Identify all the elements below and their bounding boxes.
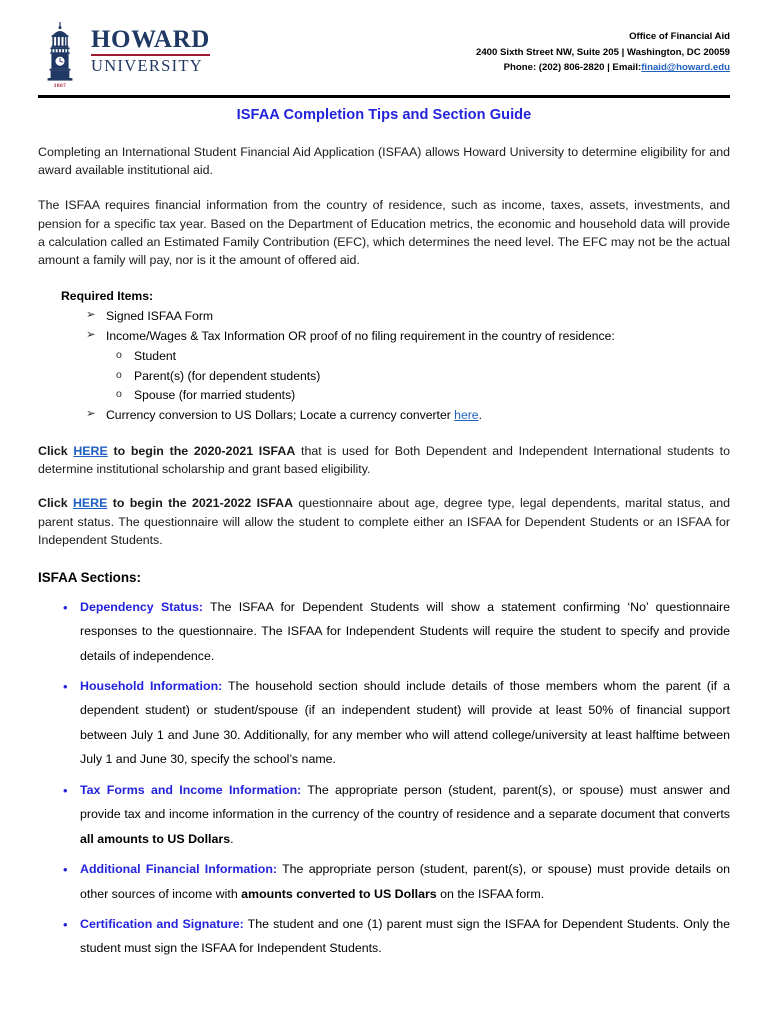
bullet-dot-icon: • [63,862,68,878]
bullet-dot-icon: • [63,679,68,695]
click-here-paragraph-2 [38,494,730,548]
university-wordmark [91,22,210,74]
intro-paragraph-1: Completing an International Student Financial Aid Application (ISFAA) allows Howard University to determine eligibility for and award available institutional aid. [38,145,730,178]
founded-year: 1867 [53,83,67,89]
click-rest: questionnaire about age, degree type, legal dependents, marital status, and parent status. The questionnaire will allow the student to complete either an ISFAA for Dependent Students or an ISFAA for Independent Students. [38,496,731,547]
arrow-bullet-icon: ➢ [86,408,96,421]
required-items-heading: Required Items: [61,288,154,303]
section-item-certification-and-signature [38,912,730,961]
required-item [38,406,730,426]
section-label: Additional Financial Information: [80,862,278,877]
page-title: ISFAA Completion Tips and Section Guide [236,107,532,124]
phone-label: Phone: (202) 806-2820 | Email: [503,62,642,74]
required-subitem-label: Parent(s) (for dependent students) [134,368,321,383]
isfaa-sections-list [38,595,730,961]
email-link[interactable]: finaid@howard.edu [641,62,730,74]
isfaa-sections-heading: ISFAA Sections: [38,569,141,585]
wordmark-howard: HOWARD [91,26,210,53]
section-label: Dependency Status: [80,599,203,614]
arrow-bullet-icon: ➢ [86,308,96,321]
required-subitem-label: Student [134,348,177,363]
click-here-paragraph-1 [38,442,730,478]
section-item-dependency-status [38,595,730,668]
section-body-emphasis: amounts converted to US Dollars [241,886,437,901]
click-bold-part: to begin the 2021-2022 ISFAA [107,496,294,511]
bullet-dot-icon: • [63,599,68,615]
section-label: Household Information: [80,679,223,694]
office-phone-email [476,60,730,76]
bullet-dot-icon: • [63,782,68,798]
click-prefix: Click [38,444,74,459]
section-body: The household section should include details of those members whom the parent (if a dependent student) or student/spouse (if an independent student) will provide at least 50% of financial support between July 1 and June 30. Additionally, for any member who will attend college/university at least halftime between July 1 and June 30, specify the school’s name. [80,679,730,767]
section-body-emphasis: all amounts to US Dollars [80,831,231,846]
wordmark-university: UNIVERSITY [91,55,203,75]
required-items-list [38,307,730,426]
intro-paragraph-2: The ISFAA requires financial information from the country of residence, such as income, taxes, assets, investments, and pension for a specific tax year. Based on the Department of Education metrics, the economic and household data will provide a calculation called an Estimated Family Contribution (EFC), which determines the need level. The EFC may not be the actual amount a family will pay, nor is it the amount of offered aid. [38,198,730,267]
circle-bullet-icon: o [116,348,122,361]
required-items-block [38,289,730,426]
required-subitem [38,386,730,406]
click-bold-part: to begin the 2020-2021 ISFAA [107,444,296,459]
header-divider [38,95,730,98]
section-body: The ISFAA for Dependent Students will show a statement confirming ‘No’ questionnaire responses to the questionnaire. The ISFAA for Independent Students will require the student to specify and provide details of independence. [80,599,730,663]
isfaa-2020-2021-link[interactable]: HERE [73,444,108,459]
isfaa-2021-2022-link[interactable]: HERE [72,496,108,511]
required-subitems-list [38,347,730,407]
required-item [38,327,730,347]
section-body-pre: The appropriate person (student, parent(s), or spouse) must provide details on other sources of income with [80,862,730,901]
currency-converter-link[interactable]: here [454,408,479,423]
office-address: 2400 Sixth Street NW, Suite 205 | Washington, DC 20059 [476,46,730,58]
circle-bullet-icon: o [116,388,122,401]
section-item-additional-financial-information [38,857,730,906]
letterhead [38,20,730,88]
bullet-dot-icon: • [63,916,68,932]
required-item-label: Currency conversion to US Dollars; Locate a currency converter [106,408,455,423]
required-item-suffix: . [478,408,482,423]
required-item [38,307,730,327]
section-item-household-information [38,674,730,772]
clock-tower-icon [38,22,82,88]
section-body-post: on the ISFAA form. [436,886,545,901]
required-item-label: Income/Wages & Tax Information OR proof of no filing requirement in the country of residence: [106,328,615,343]
click-prefix: Click [38,496,73,511]
required-subitems-wrapper [38,347,730,407]
arrow-bullet-icon: ➢ [86,328,96,341]
section-label: Tax Forms and Income Information: [80,782,302,797]
section-body-pre: The appropriate person (student, parent(s), or spouse) must answer and provide tax and income information in the currency of the country of residence and a separate document that converts [80,782,730,822]
howard-university-logo [38,20,210,88]
required-subitem [38,367,730,387]
section-body-post: . [230,831,234,846]
office-name: Office of Financial Aid [629,31,730,42]
click-rest: that is used for Both Dependent and Independent International students to determine institutional scholarship and grant based eligibility. [38,444,730,477]
required-subitem-label: Spouse (for married students) [134,388,296,403]
required-subitem [38,347,730,367]
section-body: The student and one (1) parent must sign the ISFAA for Dependent Students. Only the student must sign the ISFAA for Independent Students. [80,916,730,956]
circle-bullet-icon: o [116,368,122,381]
contact-block [476,20,730,76]
required-item-label: Signed ISFAA Form [106,308,214,323]
section-item-tax-forms-and-income-information [38,778,730,851]
section-label: Certification and Signature: [80,916,244,931]
